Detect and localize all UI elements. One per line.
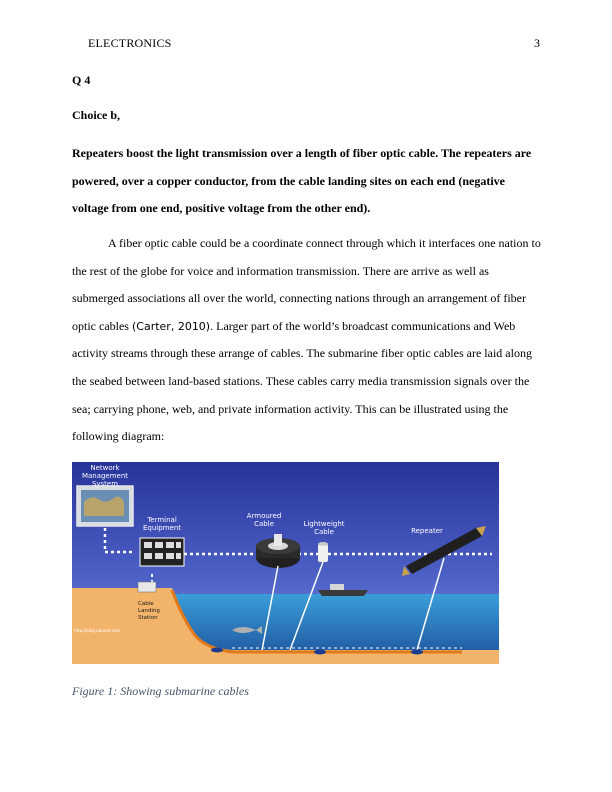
label-network-1: Network [90,464,120,472]
label-network-3: System [91,480,119,488]
label-lightweight-1: Lightweight [303,520,345,528]
question-label: Q 4 [72,73,91,87]
page-number: 3 [534,36,540,50]
lightweight-cable [318,542,328,562]
body-paragraph [72,230,542,451]
label-armoured-2: Cable [254,520,274,528]
label-landing-3: Station [138,615,158,621]
running-header: ELECTRONICS [88,36,172,50]
label-repeater: Repeater [411,527,443,535]
citation: (Carter, 2010) [131,319,211,333]
answer-paragraph: Repeaters boost the light transmission over a length of fiber optic cable. The repeaters are powered, over a copper conductor, from the cable landing sites on each end (negative voltage from one end, positive voltage from the other end). [72,146,532,216]
label-landing-2: Landing [138,608,160,614]
figure-url: http://blog.ubqcell.com [74,628,121,633]
body-text-part1: A fiber optic cable could be a coordinate connect through which it interfaces one nation to the rest of the globe for voice and information transmission. There are arrive as well as submerged associations all over the world, connecting nations through an arrangement of fiber optic cables [72,236,541,333]
label-terminal-2: Equipment [143,524,181,532]
label-armoured-1: Armoured [246,512,282,520]
body-text-part2: . Larger part of the world’s broadcast communications and Web activity streams through these arrange of cables. The submarine fiber optic cables are laid along the seabed between land-based stations. These cables carry media transmission signals over the sea; carrying phone, web, and private information activity. This can be illustrated using the following diagram: [72,318,532,444]
figure-caption: Figure 1: Showing submarine cables [72,684,249,698]
choice-label: Choice b, [72,108,120,122]
label-landing-1: Cable [138,601,154,607]
label-terminal-1: Terminal [147,516,177,524]
submarine-cable-diagram [72,462,499,664]
label-network-2: Management [81,472,129,480]
label-lightweight-2: Cable [314,528,334,536]
